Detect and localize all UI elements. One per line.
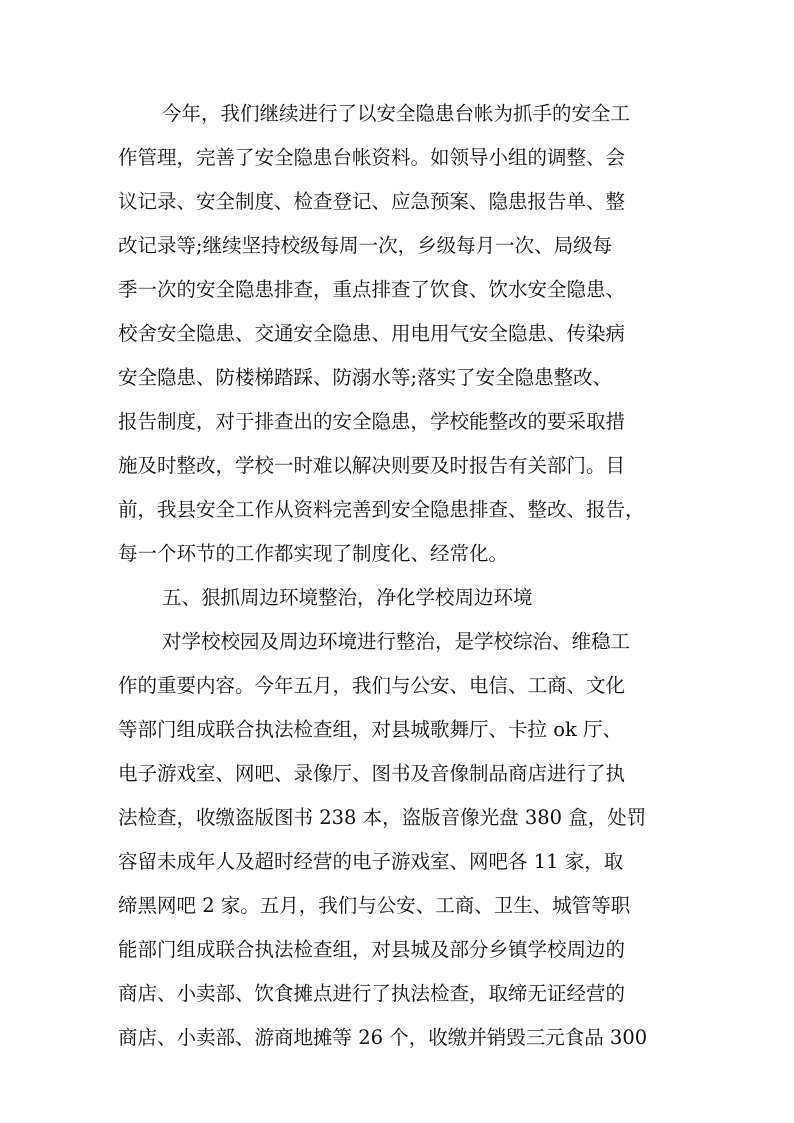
paragraph-line: 今年，我们继续进行了以安全隐患台帐为抓手的安全工	[162, 102, 631, 125]
paragraph-line: 商店、小卖部、饮食摊点进行了执法检查，取缔无证经营的	[118, 982, 626, 1005]
paragraph-line: 对学校校园及周边环境进行整治，是学校综治、维稳工	[162, 630, 631, 653]
paragraph-line: 议记录、安全制度、检查登记、应急预案、隐患报告单、整	[118, 190, 626, 213]
paragraph-line: 前，我县安全工作从资料完善到安全隐患排查、整改、报告，	[118, 498, 645, 521]
paragraph-line: 等部门组成联合执法检查组，对县城歌舞厅、卡拉 ok 厅、	[118, 718, 622, 741]
section-heading: 五、狠抓周边环境整治，净化学校周边环境	[162, 586, 533, 609]
paragraph-line: 报告制度，对于排查出的安全隐患，学校能整改的要采取措	[118, 410, 626, 433]
paragraph-line: 改记录等;继续坚持校级每周一次，乡级每月一次、局级每	[118, 234, 613, 257]
paragraph-line: 法检查，收缴盗版图书 238 本，盗版音像光盘 380 盒，处罚	[118, 806, 647, 829]
paragraph-line: 安全隐患、防楼梯踏踩、防溺水等;落实了安全隐患整改、	[118, 366, 613, 389]
paragraph-line: 季一次的安全隐患排查，重点排查了饮食、饮水安全隐患、	[118, 278, 626, 301]
paragraph-line: 校舍安全隐患、交通安全隐患、用电用气安全隐患、传染病	[118, 322, 626, 345]
paragraph-line: 商店、小卖部、游商地摊等 26 个，收缴并销毁三元食品 300	[118, 1026, 648, 1049]
paragraph-line: 容留未成年人及超时经营的电子游戏室、网吧各 11 家，取	[118, 850, 624, 873]
paragraph-line: 电子游戏室、网吧、录像厅、图书及音像制品商店进行了执	[118, 762, 626, 785]
paragraph-line: 每一个环节的工作都实现了制度化、经常化。	[118, 542, 509, 565]
paragraph-line: 缔黑网吧 2 家。五月，我们与公安、工商、卫生、城管等职	[118, 894, 631, 917]
paragraph-line: 作管理，完善了安全隐患台帐资料。如领导小组的调整、会	[118, 146, 626, 169]
paragraph-line: 能部门组成联合执法检查组，对县城及部分乡镇学校周边的	[118, 938, 626, 961]
paragraph-line: 作的重要内容。今年五月，我们与公安、电信、工商、文化	[118, 674, 626, 697]
paragraph-line: 施及时整改，学校一时难以解决则要及时报告有关部门。目	[118, 454, 626, 477]
